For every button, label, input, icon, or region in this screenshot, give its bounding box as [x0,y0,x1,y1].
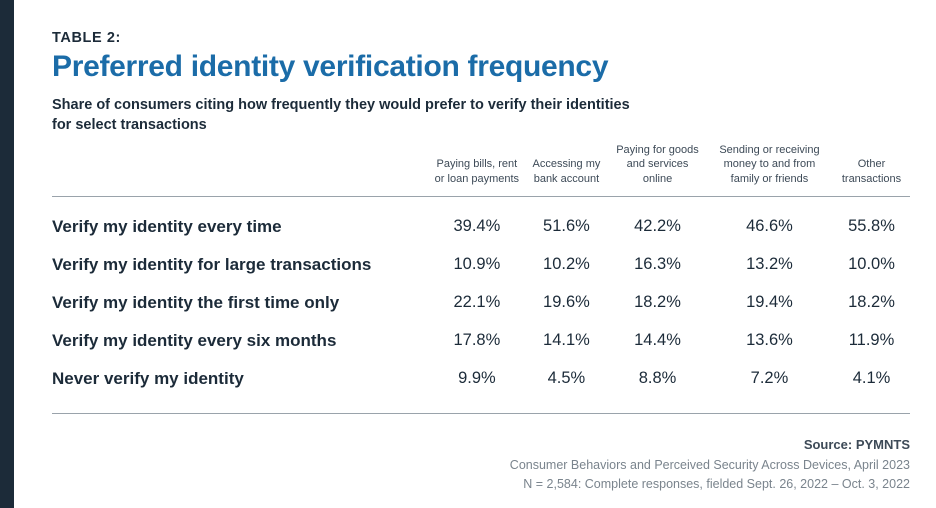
row-label: Verify my identity every time [52,216,282,236]
cell-value: 19.4% [746,293,793,312]
column-header-1: Accessing my bank account [524,143,609,196]
table-row [52,246,910,284]
cell-value: 42.2% [634,217,681,236]
row-label: Never verify my identity [52,368,244,388]
header-block [52,30,910,135]
column-header-3: Sending or receiving money to and from family or friends [706,143,833,196]
cell-value: 14.1% [543,331,590,350]
cell-value: 46.6% [746,217,793,236]
page-subtitle: Share of consumers citing how frequently they would prefer to verify their identities for select transactions [52,97,630,133]
table-row [52,284,910,322]
cell-value: 18.2% [848,293,895,312]
table-row [52,322,910,360]
source-report: Consumer Behaviors and Perceived Security Across Devices, April 2023 [509,458,910,472]
cell-value: 39.4% [453,217,501,236]
data-table [52,143,910,398]
column-header-4: Other transactions [833,143,910,196]
cell-value: 8.8% [638,369,677,388]
source-sample: N = 2,584: Complete responses, fielded Sept. 26, 2022 – Oct. 3, 2022 [523,476,910,491]
page-title: Preferred identity verification frequency [52,50,609,83]
cell-value: 4.1% [852,369,891,388]
row-label: Verify my identity the first time only [52,292,340,312]
bottom-divider [52,413,910,414]
row-label: Verify my identity every six months [52,330,337,350]
cell-value: 19.6% [543,293,590,312]
cell-value: 9.9% [458,369,496,388]
cell-value: 4.5% [547,369,586,388]
cell-value: 10.2% [543,255,590,274]
table-header-row [52,143,910,196]
cell-value: 55.8% [848,217,895,236]
cell-value: 51.6% [543,217,590,236]
source-block [210,437,910,494]
cell-value: 13.2% [746,255,793,274]
cell-value: 17.8% [453,331,501,350]
column-header-2: Paying for goods and services online [609,143,706,196]
column-header-rowlabel [52,143,430,196]
cell-value: 13.6% [746,331,793,350]
table-row [52,360,910,398]
cell-value: 22.1% [453,293,501,312]
row-label: Verify my identity for large transactions [52,254,372,274]
cell-value: 10.9% [453,255,501,274]
cell-value: 16.3% [634,255,681,274]
cell-value: 11.9% [848,331,895,350]
table-row [52,196,910,246]
left-accent-bar [0,0,14,508]
cell-value: 10.0% [848,255,895,274]
cell-value: 7.2% [750,369,789,388]
source-label: Source: PYMNTS [803,437,910,452]
table-label: TABLE 2: [52,30,121,46]
column-header-0: Paying bills, rent or loan payments [430,143,524,196]
cell-value: 18.2% [634,293,681,312]
cell-value: 14.4% [634,331,681,350]
